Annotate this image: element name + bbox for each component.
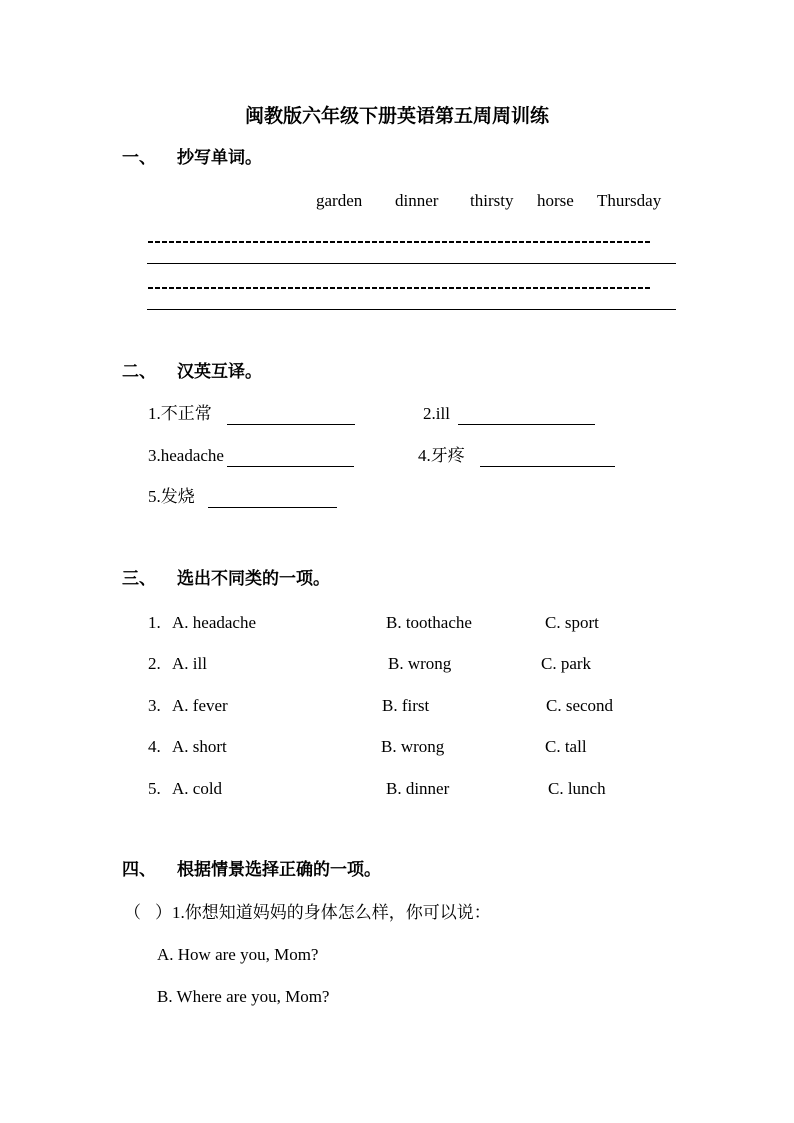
- section-1-heading: 抄写单词。: [177, 148, 262, 167]
- option-a: A. headache: [172, 613, 257, 632]
- copy-word: horse: [537, 191, 574, 210]
- option-b: B. dinner: [386, 779, 450, 798]
- copy-word: dinner: [395, 191, 439, 210]
- translate-item-label: 5.发烧: [148, 487, 195, 506]
- choice-option: A. How are you, Mom?: [157, 945, 319, 964]
- question-number: 5.: [148, 779, 161, 798]
- option-a: A. fever: [172, 696, 228, 715]
- option-c: C. park: [541, 654, 592, 673]
- translate-item-label: 1.不正常: [148, 404, 212, 423]
- option-b: B. toothache: [386, 613, 472, 632]
- section-4-heading: 根据情景选择正确的一项。: [177, 860, 381, 879]
- translate-item-label: 2.ill: [423, 404, 450, 423]
- option-c: C. tall: [545, 737, 587, 756]
- answer-paren-open: （: [124, 903, 141, 922]
- answer-blank: [458, 424, 595, 425]
- answer-blank: [208, 507, 337, 508]
- writing-baseline: [147, 263, 676, 264]
- copy-word: thirsty: [470, 191, 514, 210]
- translate-item-label: 4.牙疼: [418, 446, 465, 465]
- section-1-number: 一、: [122, 148, 156, 167]
- section-2-heading: 汉英互译。: [177, 362, 262, 381]
- option-a: A. short: [172, 737, 227, 756]
- question-number: 4.: [148, 737, 161, 756]
- translate-item-label: 3.headache: [148, 446, 224, 465]
- section-4-number: 四、: [122, 860, 156, 879]
- choice-option: B. Where are you, Mom?: [157, 987, 330, 1006]
- option-a: A. cold: [172, 779, 223, 798]
- question-number: 1.: [148, 613, 161, 632]
- option-b: B. wrong: [388, 654, 452, 673]
- option-b: B. wrong: [381, 737, 445, 756]
- option-c: C. lunch: [548, 779, 606, 798]
- copy-word: Thursday: [597, 191, 662, 210]
- section-3-number: 三、: [122, 569, 156, 588]
- option-b: B. first: [382, 696, 430, 715]
- copy-word: garden: [316, 191, 363, 210]
- question-number: 3.: [148, 696, 161, 715]
- option-a: A. ill: [172, 654, 207, 673]
- answer-blank: [227, 424, 355, 425]
- page-title: 闽教版六年级下册英语第五周周训练: [244, 106, 549, 127]
- writing-dashed-guide: [148, 241, 652, 243]
- option-c: C. second: [546, 696, 614, 715]
- writing-baseline: [147, 309, 676, 310]
- section-2-number: 二、: [122, 362, 156, 381]
- writing-dashed-guide: [148, 287, 652, 289]
- answer-blank: [480, 466, 615, 467]
- option-c: C. sport: [545, 613, 599, 632]
- answer-blank: [227, 466, 354, 467]
- question-number: 2.: [148, 654, 161, 673]
- section-3-heading: 选出不同类的一项。: [177, 569, 330, 588]
- scenario-question: ）1.你想知道妈妈的身体怎么样，你可以说：: [155, 903, 491, 922]
